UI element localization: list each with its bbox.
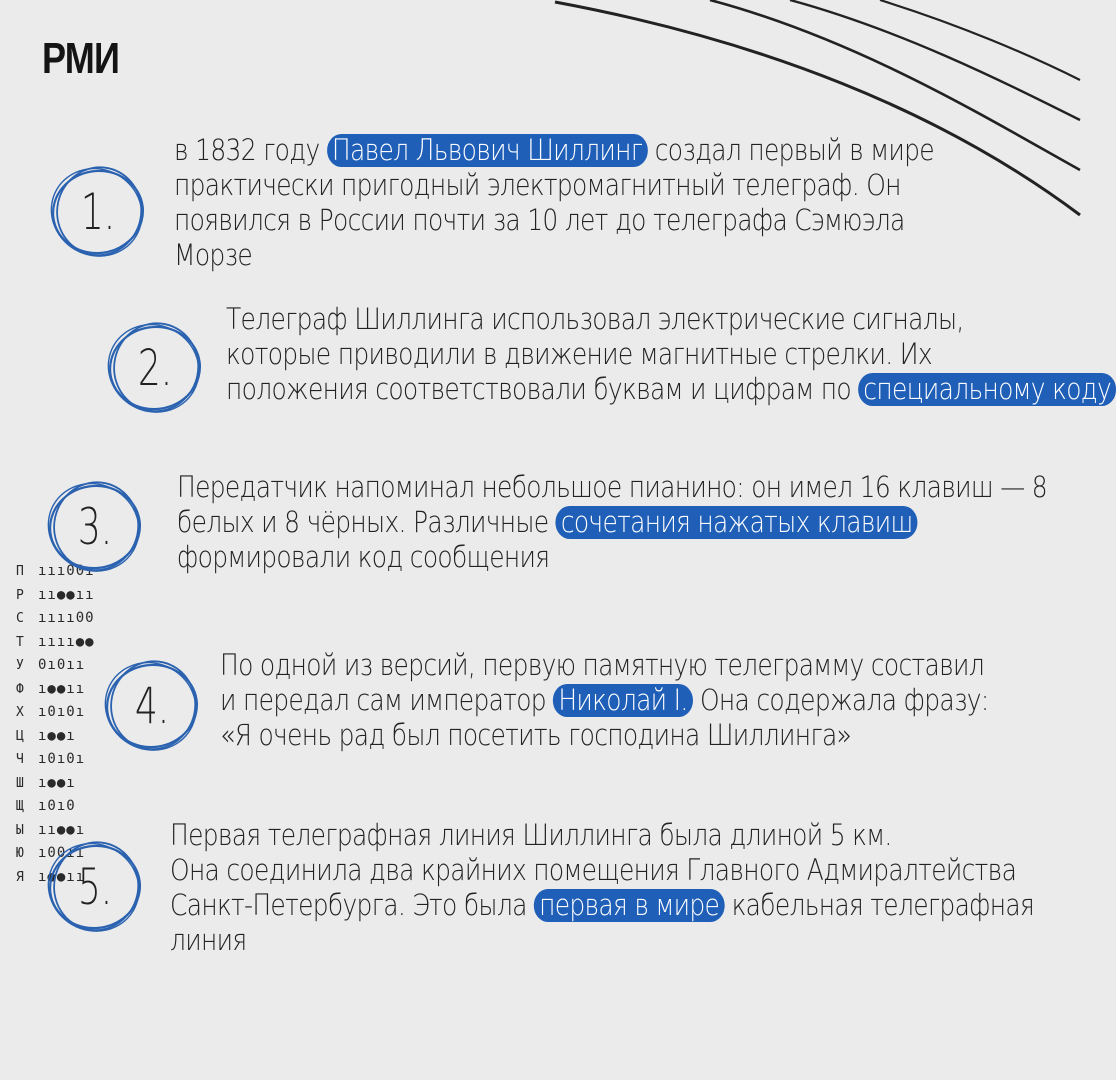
text-segment: линия	[170, 923, 247, 957]
code-letter: Р	[16, 587, 24, 603]
item-text-3	[177, 470, 1047, 575]
code-row	[16, 631, 95, 655]
text-line	[220, 648, 989, 683]
code-row	[16, 725, 95, 749]
text-line	[177, 540, 1047, 575]
code-letter: Т	[16, 634, 24, 650]
text-line	[226, 337, 1116, 372]
code-letter: Х	[16, 705, 24, 720]
item-text-1	[174, 133, 934, 273]
code-letter: Ы	[16, 822, 24, 838]
code-pattern: ıııı●●	[38, 633, 95, 650]
code-letter: Ц	[16, 728, 24, 744]
code-letter: Ф	[16, 681, 24, 697]
item-number-label: 2.	[137, 339, 173, 397]
item-number-2	[105, 318, 205, 418]
text-segment: Телеграф Шиллинга использовал электрические сигналы,	[226, 302, 964, 336]
code-row	[16, 584, 95, 608]
code-letter: У	[16, 658, 24, 673]
text-segment: белых и 8 чёрных. Различные	[177, 505, 556, 539]
code-letter: Ч	[16, 752, 24, 767]
code-row	[16, 772, 95, 796]
text-line	[174, 203, 934, 238]
text-line	[226, 302, 1116, 337]
text-segment: По одной из версий, первую памятную телеграмму составил	[220, 648, 985, 682]
highlight-badge: сочетания нажатых клавиш	[556, 506, 918, 539]
text-line	[170, 923, 1034, 958]
text-segment: Санкт-Петербурга. Это была	[170, 888, 534, 922]
text-segment: Передатчик напоминал небольшое пианино: он имел 16 клавиш — 8	[177, 470, 1047, 504]
item-number-4	[102, 656, 202, 756]
text-line	[174, 168, 934, 203]
text-segment: и передал сам император	[220, 683, 554, 717]
highlight-badge: специальному коду	[858, 373, 1116, 406]
code-letter: П	[16, 564, 24, 579]
item-number-5	[45, 837, 145, 937]
text-segment: Она соединила два крайних помещения Главного Адмиралтейства	[170, 853, 1017, 887]
code-pattern: ı●●ıı	[38, 680, 86, 697]
text-line	[170, 853, 1034, 888]
item-text-4	[220, 648, 989, 753]
highlight-badge: первая в мире	[534, 889, 724, 922]
text-line	[170, 888, 1034, 923]
text-line	[170, 818, 1034, 853]
item-number-1	[48, 162, 148, 262]
text-segment: положения соответствовали буквам и цифрам по	[226, 372, 859, 406]
code-pattern: ı●●ı	[38, 774, 76, 791]
highlight-badge: Николай I.	[553, 684, 693, 717]
item-number-3	[45, 477, 145, 577]
text-segment: Первая телеграфная линия Шиллинга была длиной 5 км.	[170, 818, 892, 852]
text-segment: создал первый в мире	[647, 133, 934, 167]
code-pattern: ı0ı0	[38, 798, 76, 814]
code-pattern: ı●●ı	[38, 727, 76, 744]
code-letter: Я	[16, 869, 24, 885]
text-segment: которые приводили в движение магнитные стрелки. Их	[226, 337, 932, 371]
text-line	[177, 505, 1047, 540]
text-segment: появился в России почти за 10 лет до телеграфа Сэмюэла	[174, 203, 905, 237]
code-row	[16, 678, 95, 702]
text-line	[220, 718, 989, 753]
code-row	[16, 607, 95, 631]
code-pattern: ı0ı0ı	[38, 751, 86, 767]
code-row	[16, 748, 95, 772]
code-pattern: ı●●ıı	[38, 868, 86, 885]
item-text-2	[226, 302, 1116, 407]
text-line	[177, 470, 1047, 505]
code-pattern: ııı00ı	[38, 563, 95, 579]
code-pattern: 0ı0ıı	[38, 657, 86, 673]
code-letter: Щ	[16, 799, 24, 814]
text-segment: Она содержала фразу:	[692, 683, 989, 717]
text-segment: Морзе	[174, 238, 253, 272]
code-letter: Ю	[16, 846, 24, 861]
text-segment: кабельная телеграфная	[724, 888, 1035, 922]
text-segment: практически пригодный электромагнитный телеграф. Он	[174, 168, 901, 202]
code-row	[16, 795, 95, 819]
logo: РМИ	[42, 34, 120, 83]
code-pattern: ı00ıı	[38, 845, 86, 861]
code-row	[16, 701, 95, 725]
code-letter: Ш	[16, 775, 24, 791]
text-line	[174, 238, 934, 273]
item-number-label: 3.	[77, 498, 113, 556]
text-segment: в 1832 году	[174, 133, 327, 167]
code-pattern: ı0ı0ı	[38, 704, 86, 720]
code-pattern: ıı●●ıı	[38, 586, 95, 603]
code-letter: С	[16, 611, 24, 626]
text-line	[220, 683, 989, 718]
code-pattern: ıı●●ı	[38, 821, 86, 838]
code-pattern: ıııı00	[38, 610, 95, 626]
text-segment: «Я очень рад был посетить господина Шиллинга»	[220, 718, 852, 752]
code-row	[16, 654, 95, 678]
highlight-badge: Павел Львович Шиллинг	[327, 134, 648, 167]
text-line	[226, 372, 1116, 407]
item-number-label: 4.	[134, 677, 170, 735]
text-segment: формировали код сообщения	[177, 540, 550, 574]
item-text-5	[170, 818, 1034, 958]
item-number-label: 1.	[80, 183, 116, 241]
text-line	[174, 133, 934, 168]
item-number-label: 5.	[77, 858, 113, 916]
